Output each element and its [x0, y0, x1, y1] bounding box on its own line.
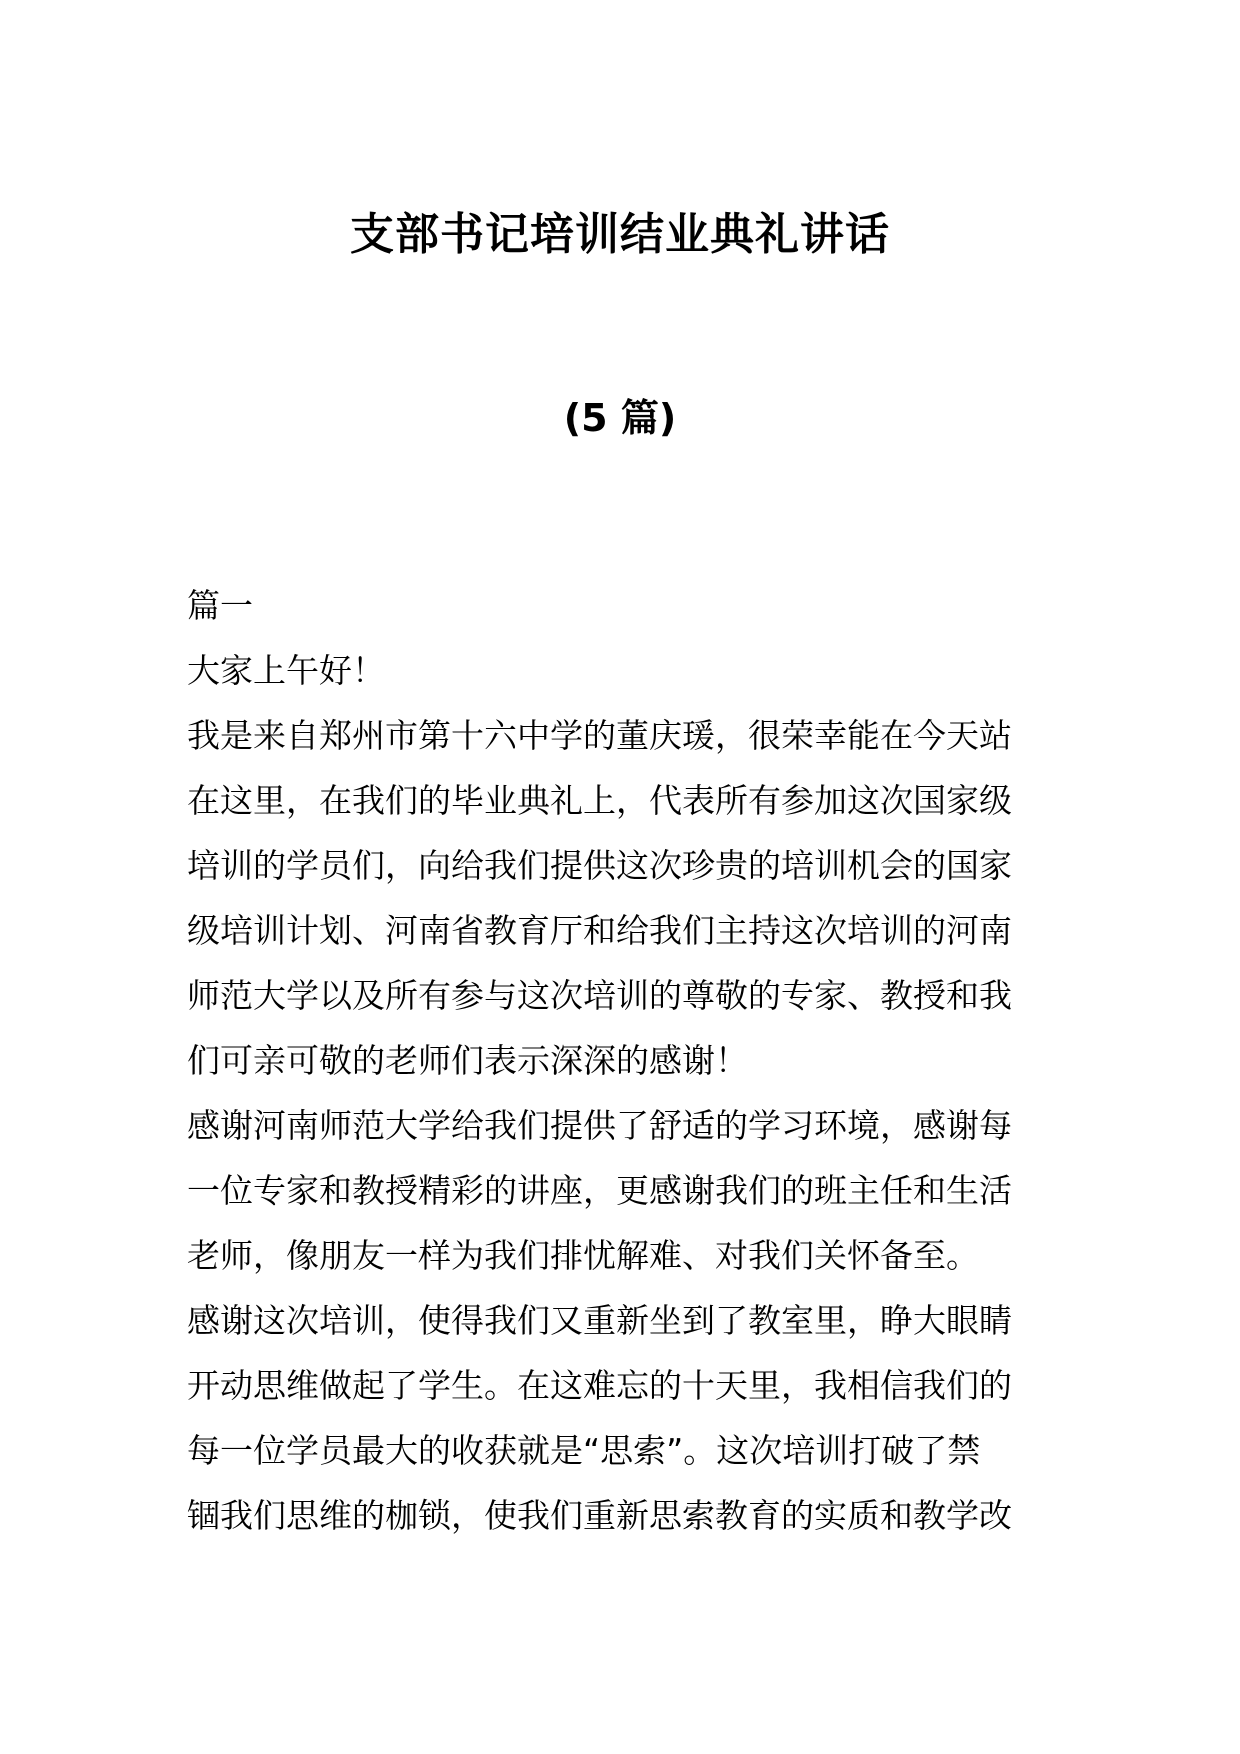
- body-line: 我是来自郑州市第十六中学的董庆瑗，很荣幸能在今天站: [187, 716, 1012, 755]
- body-line: 锢我们思维的枷锁，使我们重新思索教育的实质和教学改: [187, 1496, 1012, 1535]
- body-line: 们可亲可敬的老师们表示深深的感谢！: [187, 1041, 748, 1080]
- document-subtitle: (5 篇): [563, 396, 677, 440]
- body-line: 开动思维做起了学生。在这难忘的十天里，我相信我们的: [187, 1366, 1012, 1405]
- greeting-line: 大家上午好！: [187, 651, 385, 690]
- body-line: 感谢这次培训，使得我们又重新坐到了教室里，睁大眼睛: [187, 1301, 1012, 1340]
- body-line: 级培训计划、河南省教育厅和给我们主持这次培训的河南: [187, 911, 1012, 950]
- section-heading: 篇一: [187, 586, 253, 625]
- body-line: 老师，像朋友一样为我们排忧解难、对我们关怀备至。: [187, 1236, 979, 1275]
- body-line: 一位专家和教授精彩的讲座，更感谢我们的班主任和生活: [187, 1171, 1012, 1210]
- body-line: 感谢河南师范大学给我们提供了舒适的学习环境，感谢每: [187, 1106, 1012, 1145]
- document-title: 支部书记培训结业典礼讲话: [350, 209, 890, 260]
- body-line: 培训的学员们，向给我们提供这次珍贵的培训机会的国家: [187, 846, 1012, 885]
- body-line: 每一位学员最大的收获就是“思索”。这次培训打破了禁: [187, 1431, 981, 1470]
- document-body: [187, 573, 1067, 1548]
- body-line: 在这里，在我们的毕业典礼上，代表所有参加这次国家级: [187, 781, 1012, 820]
- body-line: 师范大学以及所有参与这次培训的尊敬的专家、教授和我: [187, 976, 1012, 1015]
